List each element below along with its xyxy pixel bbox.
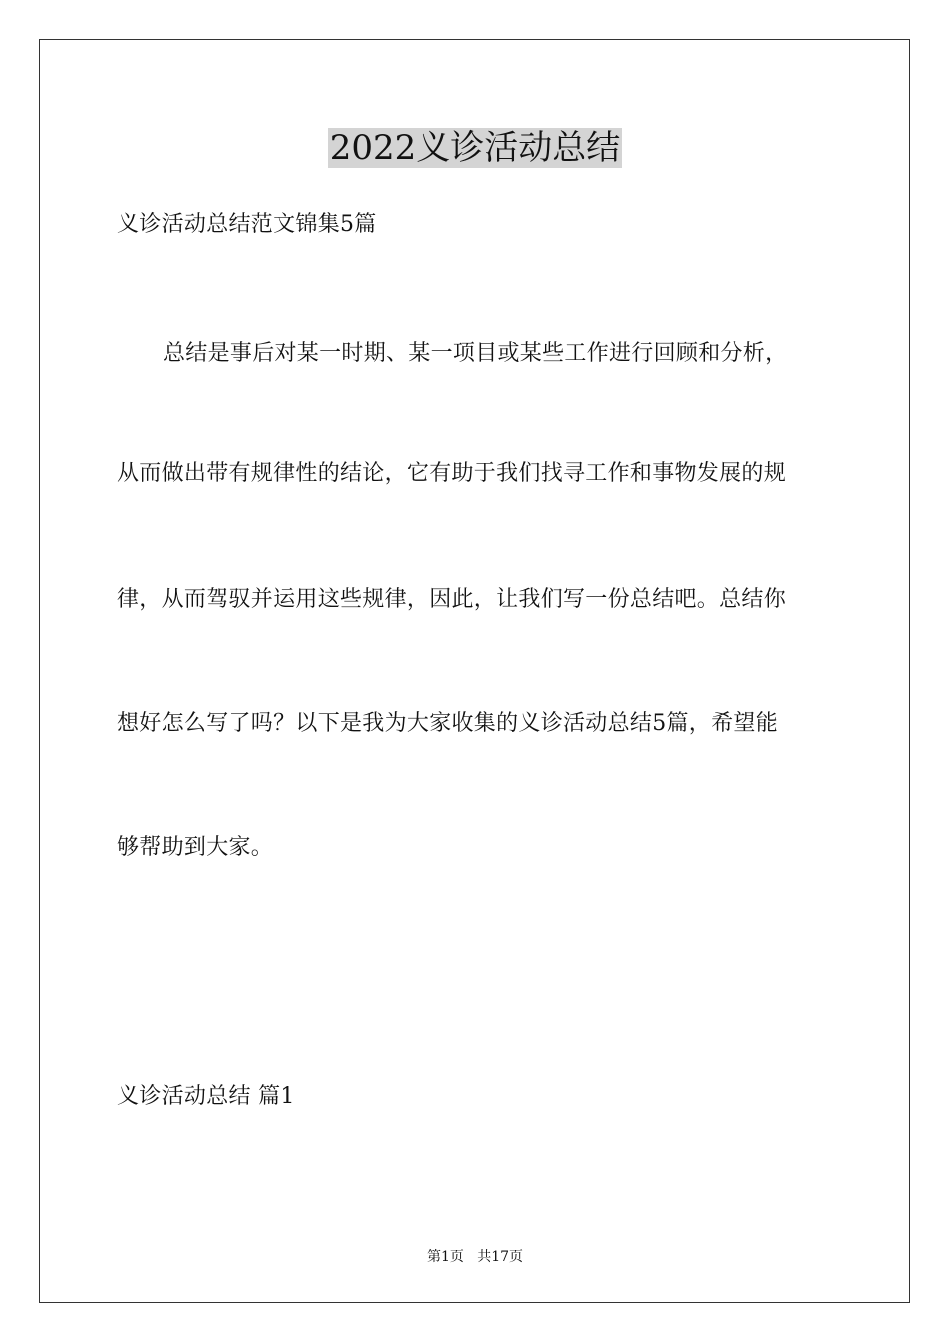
document-title xyxy=(0,126,950,170)
paragraph-line-1: 总结是事后对某一时期、某一项目或某些工作进行回顾和分析， xyxy=(163,341,788,366)
document-title-text: 2022义诊活动总结 xyxy=(329,128,621,168)
paragraph-line-2: 从而做出带有规律性的结论，它有助于我们找寻工作和事物发展的规 xyxy=(117,461,787,486)
document-subtitle: 义诊活动总结范文锦集5篇 xyxy=(117,212,377,237)
section-heading: 义诊活动总结 篇1 xyxy=(117,1084,295,1109)
paragraph-line-4: 想好怎么写了吗？以下是我为大家收集的义诊活动总结5篇，希望能 xyxy=(117,711,778,736)
paragraph-line-3: 律，从而驾驭并运用这些规律，因此，让我们写一份总结吧。总结你 xyxy=(117,587,787,612)
paragraph-line-5: 够帮助到大家。 xyxy=(117,835,274,860)
page-footer: 第1页 共17页 xyxy=(426,1249,524,1265)
